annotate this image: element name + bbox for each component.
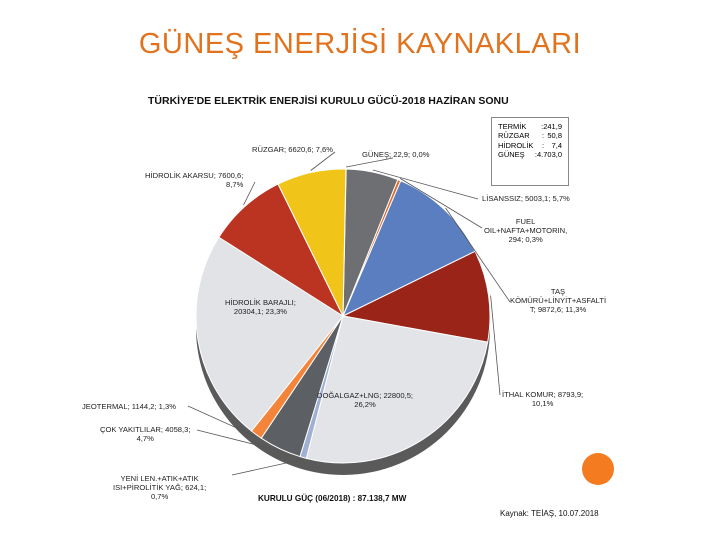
label-hidrolik-akarsu: HİDROLİK AKARSU; 7600,6; 8,7% (145, 171, 244, 189)
label-hidrolik-barajli: HİDROLİK BARAJLI; 20304,1; 23,3% (225, 298, 296, 316)
solar-breakdown-box (491, 117, 569, 186)
label-fuel-oil: FUEL OIL+NAFTA+MOTORIN, 294; 0,3% (484, 217, 568, 244)
infobox-row: HİDROLİK : 7,4 (498, 140, 562, 150)
label-ruzgar: RÜZGAR; 6620,6; 7,6% (252, 145, 334, 154)
label-yenilenebilir: YENİ LEN.+ATIK+ATIK ISI+PİROLİTİK YAĞ; 624,1; 0,7% (113, 474, 207, 501)
infobox-row: GÜNEŞ : 4.703,0 (498, 149, 562, 159)
leader-line (346, 158, 393, 167)
infobox-row: TERMİK : 241,9 (498, 122, 562, 131)
label-dogalgaz: DOĞALGAZ+LNG; 22800,5; 26,2% (317, 391, 414, 409)
leader-line (491, 296, 500, 396)
label-ithal-komur: İTHAL KOMUR; 8793,9; 10,1% (502, 390, 584, 408)
label-tas-komuru: TAŞ KÖMÜRÜ+LİNYİT+ASFALTİ T; 9872,6; 11,3% (510, 287, 607, 314)
total-capacity-label: KURULU GÜÇ (06/2018) : 87.138,7 MW (258, 494, 407, 503)
label-lisanssiz: LİSANSSIZ; 5003,1; 5,7% (482, 194, 570, 203)
infobox-row: RÜZGAR : 50,8 (498, 131, 562, 141)
slide-title: GÜNEŞ ENERJİSİ KAYNAKLARI (138, 28, 582, 60)
source-note: Kaynak: TEİAŞ, 10.07.2018 (500, 509, 599, 518)
label-gunes: GÜNEŞ; 22,9; 0,0% (362, 150, 430, 159)
leader-line (311, 152, 335, 171)
label-jeotermal: JEOTERMAL; 1144,2; 1,3% (82, 402, 176, 411)
orange-dot-decoration (582, 453, 614, 485)
label-cok-yakitlilar: ÇOK YAKITLILAR; 4058,3; 4,7% (100, 425, 191, 443)
leader-line (232, 459, 303, 475)
chart-title: TÜRKİYE'DE ELEKTRİK ENERJİSİ KURULU GÜCÜ-2018 HAZİRAN SONU (148, 95, 509, 107)
